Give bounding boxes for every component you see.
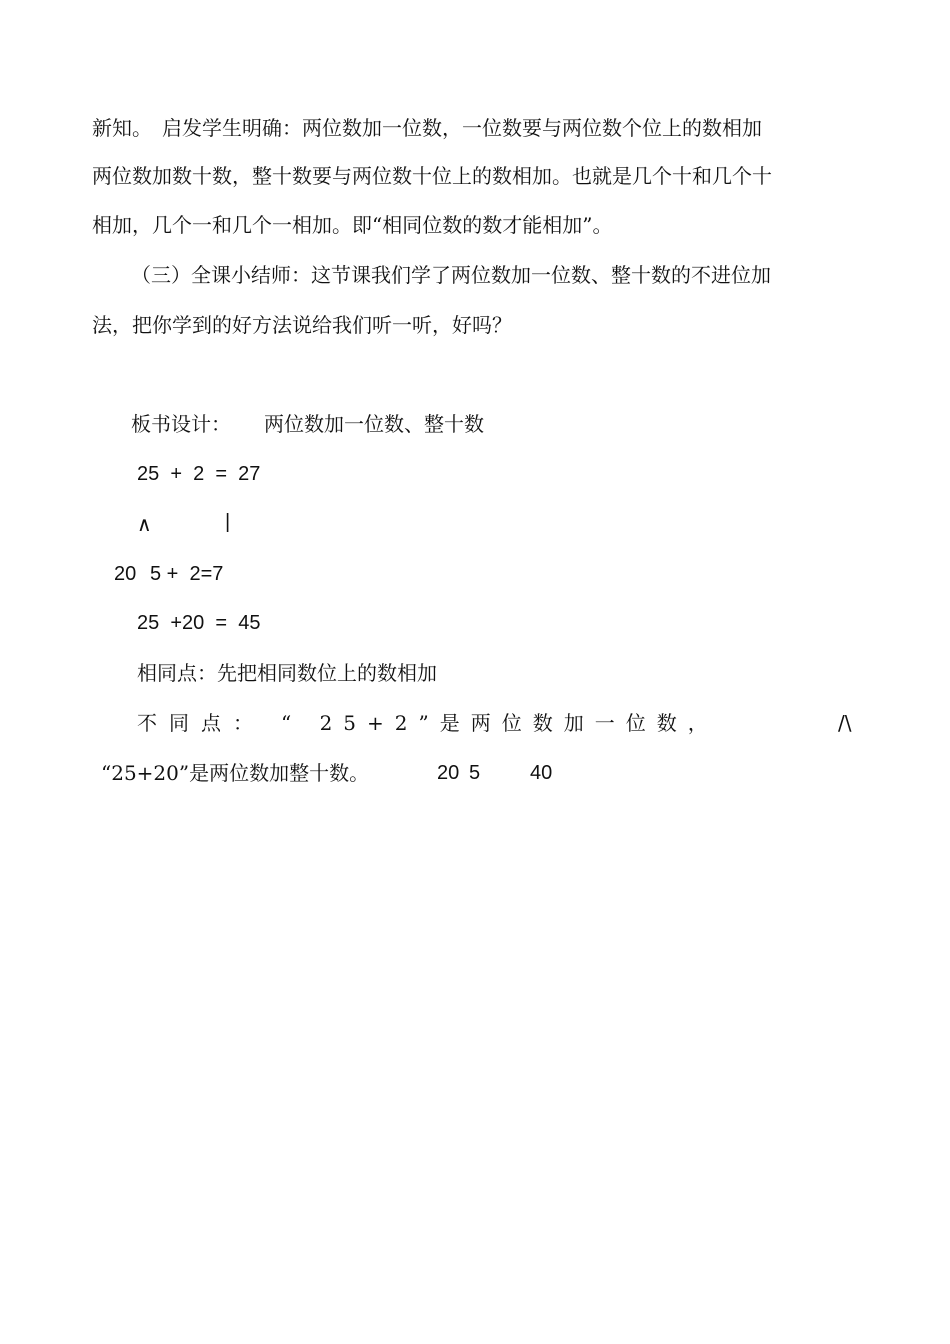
paragraph-line: （三）全课小结师：这节课我们学了两位数加一位数、整十数的不进位加 (131, 263, 771, 287)
split-tens-20: 20 (114, 563, 137, 585)
paragraph-line: 新知。 启发学生明确：两位数加一位数，一位数要与两位数个位上的数相加 (92, 116, 762, 140)
split2-tens-20: 20 (437, 762, 460, 784)
diff-text: “ 25+2”是两位数加一位数， (281, 711, 719, 735)
board-label: 板书设计： (131, 412, 231, 436)
diff-label: 不同点： (137, 711, 265, 735)
split-bar: | (225, 511, 231, 533)
equation-25-plus-2: 25 + 2 = 27 (137, 463, 261, 485)
diff-line2: “25+20”是两位数加整十数。 (101, 761, 370, 785)
paragraph-line: 法，把你学到的好方法说给我们听一听，好吗？ (92, 313, 512, 337)
split-ones-eq: 5 + 2=7 (150, 563, 224, 585)
diff-caret: /\ (838, 711, 852, 735)
same-point: 相同点：先把相同数位上的数相加 (137, 661, 437, 685)
paragraph-line: 相加，几个一和几个一相加。即“相同位数的数才能相加”。 (92, 213, 613, 237)
equation-25-plus-20: 25 +20 = 45 (137, 612, 261, 634)
paragraph-line: 两位数加数十数，整十数要与两位数十位上的数相加。也就是几个十和几个十 (92, 164, 772, 188)
split2-ones-5: 5 (469, 762, 481, 784)
board-title: 两位数加一位数、整十数 (264, 412, 484, 436)
split-caret: ∧ (137, 512, 152, 536)
split2-result-40: 40 (530, 762, 553, 784)
